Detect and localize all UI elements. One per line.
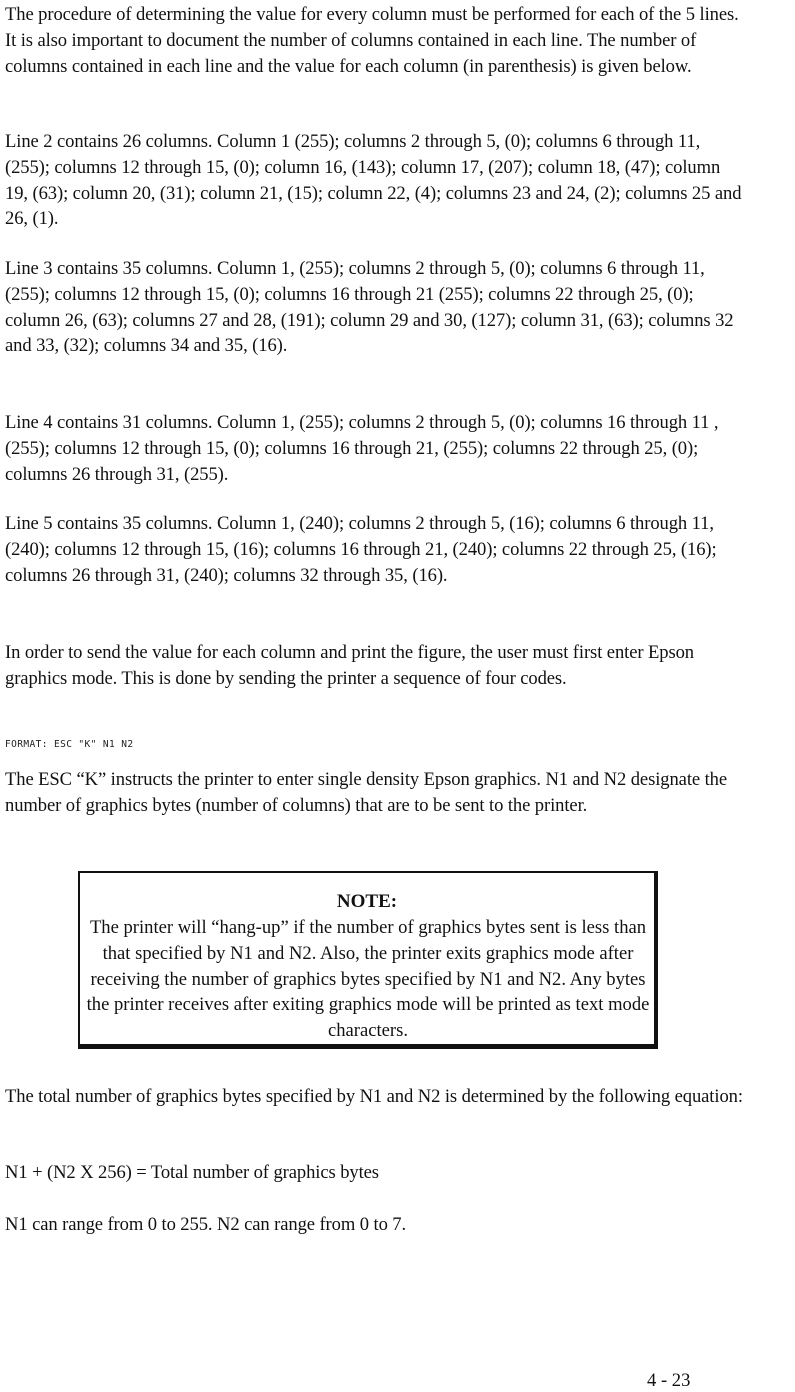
note-body: The printer will “hang-up” if the number of graphics bytes sent is less than that specified by N1 and N2. Also, the printer exits graphics mode after receiving the number of graphics bytes specified by N1 and N2. Any bytes the printer receives after exiting graphics mode will be printed as text mode characters. — [86, 917, 650, 1042]
line5-paragraph: Line 5 contains 35 columns. Column 1, (240); columns 2 through 5, (16); columns 6 through 11, (240); columns 12 through 15, (16); columns 16 through 21, (240); columns 22 through 25, (16); columns 26 through 31, (240); columns 32 through 35, (16). — [5, 513, 717, 586]
total-bytes-paragraph: The total number of graphics bytes specified by N1 and N2 is determined by the following equation: — [5, 1086, 743, 1107]
equation-paragraph: N1 + (N2 X 256) = Total number of graphics bytes — [5, 1162, 379, 1183]
line3-paragraph: Line 3 contains 35 columns. Column 1, (255); columns 2 through 5, (0); columns 6 through 11, (255); columns 12 through 15, (0); columns 16 through 21 (255); columns 22 through 25, (0); column 26, (63); columns 27 and 28, (191); column 29 and 30, (127); column 31, (63); columns 32 and 33, (32); columns 34 and 35, (16). — [5, 258, 734, 357]
graphics-mode-paragraph: In order to send the value for each column and print the figure, the user must first enter Epson graphics mode. This is done by sending the printer a sequence of four codes. — [5, 642, 695, 689]
esc-k-paragraph: The ESC “K” instructs the printer to enter single density Epson graphics. N1 and N2 designate the number of graphics bytes (number of columns) that are to be sent to the printer. — [5, 769, 728, 816]
note-box — [78, 871, 658, 1049]
note-title: NOTE: — [336, 891, 398, 912]
intro-paragraph: The procedure of determining the value for every column must be performed for each of the 5 lines. It is also important to document the number of columns contained in each line. The number of columns contained in each line and the value for each column (in parenthesis) is given below. — [5, 4, 739, 77]
page-number: 4 - 23 — [647, 1370, 691, 1391]
range-paragraph: N1 can range from 0 to 255. N2 can range from 0 to 7. — [5, 1214, 407, 1235]
format-line: FORMAT: ESC "K" N1 N2 — [5, 739, 134, 750]
line2-paragraph: Line 2 contains 26 columns. Column 1 (255); columns 2 through 5, (0); columns 6 through 11, (255); columns 12 through 15, (0); column 16, (143); column 17, (207); column 18, (47); column 19, (63); column 20, (31); column 21, (15); column 22, (4); columns 23 and 24, (2); columns 25 and 26, (1). — [5, 131, 742, 230]
line4-paragraph: Line 4 contains 31 columns. Column 1, (255); columns 2 through 5, (0); columns 16 through 11 , (255); columns 12 through 15, (0); columns 16 through 21, (255); columns 22 through 25, (0); columns 26 through 31, (255). — [5, 412, 719, 485]
